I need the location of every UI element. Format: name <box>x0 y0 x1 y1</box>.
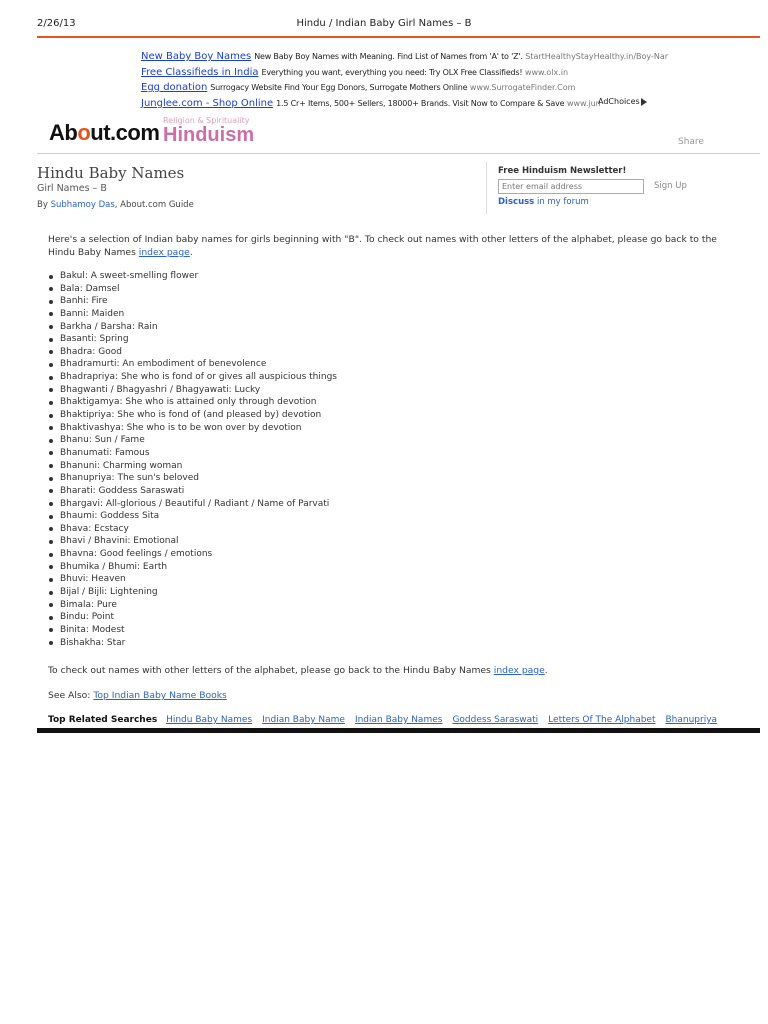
logo-dot: o <box>77 120 91 145</box>
ad-item <box>141 80 653 96</box>
page-title: Hindu Baby Names <box>37 164 185 182</box>
discuss-link[interactable] <box>498 197 589 207</box>
ad-url: www.SurrogateFinder.Com <box>469 83 576 92</box>
ad-item <box>141 96 653 112</box>
name-list-item: Bharati: Goddess Saraswati <box>48 485 337 498</box>
name-list-item: Bhadra: Good <box>48 346 337 359</box>
name-list-item: Bhaktivashya: She who is to be won over by devotion <box>48 422 337 435</box>
name-list-item: Bhargavi: All-glorious / Beautiful / Radiant / Name of Parvati <box>48 498 337 511</box>
logo-part: ut.com <box>90 120 160 145</box>
newsletter-box <box>486 162 761 214</box>
ad-link[interactable]: Egg donation <box>141 82 208 93</box>
book-link[interactable]: Top Indian Baby Name Books <box>93 690 227 701</box>
bottom-divider <box>37 728 760 733</box>
ad-description: Surrogacy Website Find Your Egg Donors, Surrogate Mothers Online <box>210 83 468 92</box>
name-list-item: Bhumika / Bhumi: Earth <box>48 561 337 574</box>
name-list-item: Bhaktigamya: She who is attained only through devotion <box>48 396 337 409</box>
related-searches <box>48 715 727 725</box>
discuss-rest: in my forum <box>534 197 589 207</box>
page-subtitle: Girl Names – B <box>37 183 107 194</box>
header-divider <box>37 153 760 154</box>
name-list-item: Bhavi / Bhavini: Emotional <box>48 535 337 548</box>
print-date: 2/26/13 <box>37 18 76 29</box>
ad-description: New Baby Boy Names with Meaning. Find List of Names from 'A' to 'Z'. <box>254 52 523 61</box>
name-list-item: Bhanumati: Famous <box>48 447 337 460</box>
section-title[interactable]: Hinduism <box>163 124 255 146</box>
related-search-link[interactable]: Bhanupriya <box>665 715 718 725</box>
name-list-item: Bakul: A sweet-smelling flower <box>48 270 337 283</box>
ad-url: www.olx.in <box>524 67 569 77</box>
name-list-item: Bimala: Pure <box>48 599 337 612</box>
name-list-item: Bhaktipriya: She who is fond of (and pleased by) devotion <box>48 409 337 422</box>
newsletter-title: Free Hinduism Newsletter! <box>498 166 627 176</box>
name-list-item: Bhaumi: Goddess Sita <box>48 510 337 523</box>
category-label[interactable]: Religion & Spirituality <box>163 116 250 125</box>
adchoices-link[interactable] <box>598 97 647 106</box>
ad-link[interactable]: Junglee.com - Shop Online <box>141 97 274 109</box>
name-list-item: Bhavna: Good feelings / emotions <box>48 548 337 561</box>
outro-text: To check out names with other letters of the alphabet, please go back to the Hindu Baby Names <box>48 665 491 676</box>
outro-paragraph: To check out names with other letters of the alphabet, please go back to the Hindu Baby Names index page. <box>48 665 548 676</box>
ad-item <box>141 65 653 81</box>
print-header <box>0 18 768 34</box>
ad-url: StartHealthyStayHealthy.in/Boy-Nar <box>525 52 669 61</box>
intro-paragraph: Here's a selection of Indian baby names for girls beginning with "B". To check out names with other letters of the alphabet, please go back to the Hindu Baby Names index page. <box>48 234 717 258</box>
discuss-label: Discuss <box>498 197 535 207</box>
ad-url: www.jun <box>566 98 601 108</box>
see-also <box>48 690 227 701</box>
name-list-item: Barkha / Barsha: Rain <box>48 321 337 334</box>
byline <box>37 200 194 210</box>
related-search-link[interactable]: Hindu Baby Names <box>166 715 253 725</box>
ad-list <box>141 49 669 111</box>
name-list-item: Bijal / Bijli: Lightening <box>48 586 337 599</box>
related-search-link[interactable]: Goddess Saraswati <box>452 715 539 725</box>
name-list-item: Bhanu: Sun / Fame <box>48 434 337 447</box>
byline-guide: , About.com Guide <box>114 200 194 210</box>
name-list-item: Bindu: Point <box>48 611 337 624</box>
top-divider <box>37 36 760 38</box>
ad-link[interactable]: Free Classifieds in India <box>141 66 259 78</box>
related-search-link[interactable]: Indian Baby Name <box>262 715 345 725</box>
name-list-item: Bhadrapriya: She who is fond of or gives all auspicious things <box>48 371 337 384</box>
share-button[interactable]: Share <box>678 137 704 147</box>
ad-description: 1.5 Cr+ Items, 500+ Sellers, 18000+ Brands. Visit Now to Compare & Save <box>276 98 565 108</box>
name-list-item: Bhanupriya: The sun's beloved <box>48 472 337 485</box>
name-list-item: Bala: Damsel <box>48 283 337 296</box>
about-logo[interactable] <box>49 120 159 146</box>
name-list-item: Bhava: Ecstacy <box>48 523 337 536</box>
ad-link[interactable]: New Baby Boy Names <box>141 51 252 62</box>
related-search-link[interactable]: Indian Baby Names <box>354 715 443 725</box>
print-page-title: Hindu / Indian Baby Girl Names – B <box>296 18 472 29</box>
adchoices-icon <box>641 98 647 106</box>
name-list-item: Bhadramurti: An embodiment of benevolence <box>48 358 337 371</box>
name-list-item: Bhuvi: Heaven <box>48 573 337 586</box>
name-list-item: Bishakha: Star <box>48 637 337 650</box>
intro-text: Here's a selection of Indian baby names for girls beginning with "B". To check out names with other letters of the alphabet, please go back to the Hindu Baby Names <box>48 234 717 258</box>
sign-up-button[interactable]: Sign Up <box>654 181 687 191</box>
adchoices-label: AdChoices <box>598 97 640 106</box>
ad-item <box>141 49 669 65</box>
name-list-item: Basanti: Spring <box>48 333 337 346</box>
names-list <box>48 270 337 649</box>
name-list-item: Bhagwanti / Bhagyashri / Bhagyawati: Lucky <box>48 384 337 397</box>
name-list-item: Banni: Maiden <box>48 308 337 321</box>
name-list-item: Binita: Modest <box>48 624 337 637</box>
byline-prefix: By <box>37 200 48 210</box>
name-list-item: Banhi: Fire <box>48 295 337 308</box>
see-also-label: See Also: <box>48 690 91 701</box>
author-link[interactable]: Subhamoy Das <box>50 200 115 210</box>
email-input[interactable] <box>498 179 644 194</box>
index-page-link[interactable]: index page <box>493 665 545 676</box>
related-searches-label: Top Related Searches <box>48 715 158 725</box>
logo-part: Ab <box>49 120 78 145</box>
related-search-link[interactable]: Letters Of The Alphabet <box>548 715 656 725</box>
name-list-item: Bhanuni: Charming woman <box>48 460 337 473</box>
index-page-link[interactable]: index page <box>138 247 190 258</box>
ad-description: Everything you want, everything you need: Try OLX Free Classifieds! <box>261 67 523 77</box>
